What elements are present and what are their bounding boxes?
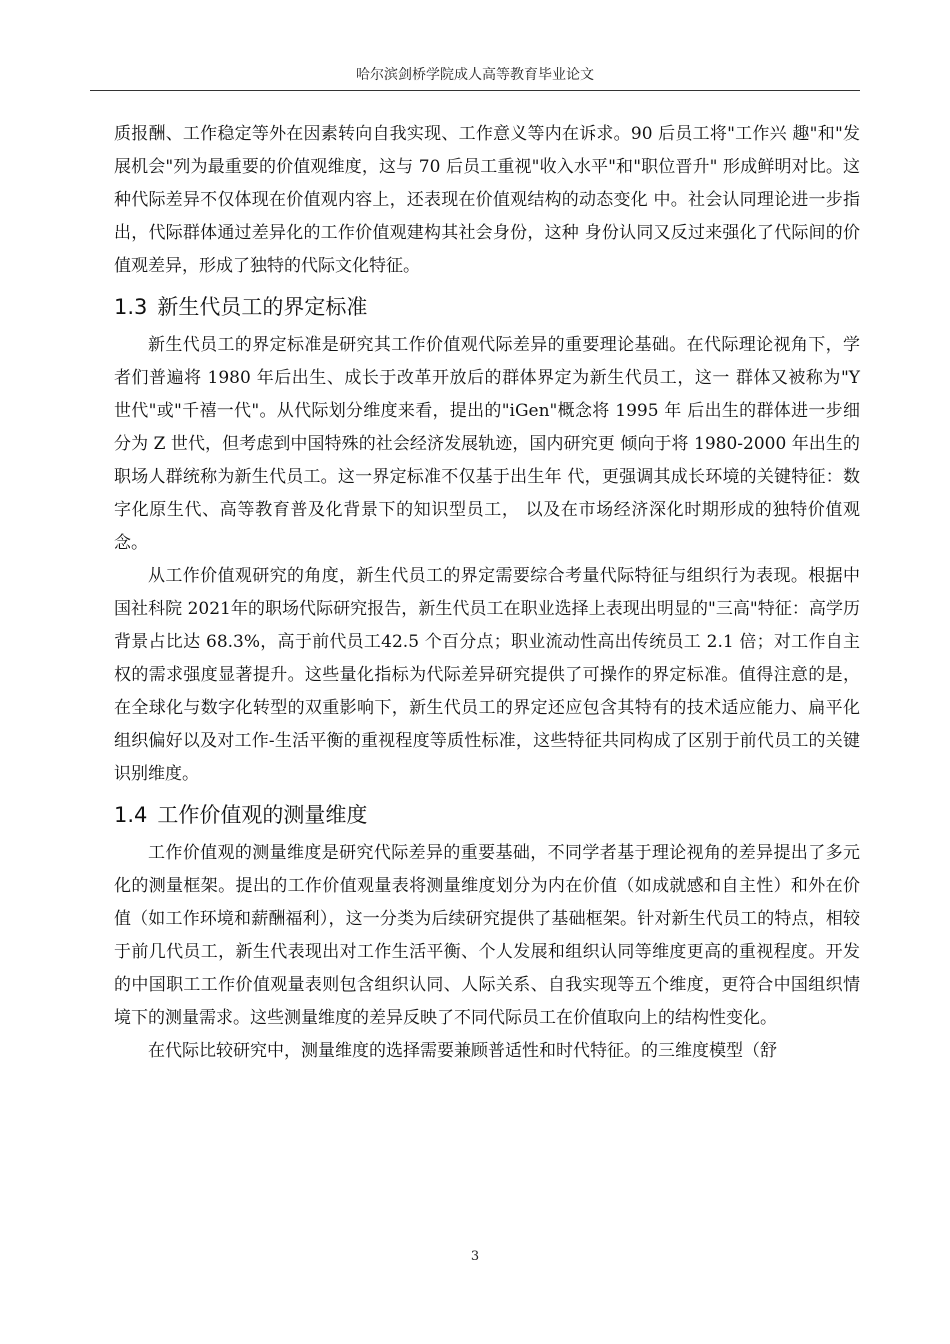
header-divider	[90, 90, 860, 91]
section-heading-1-3	[114, 289, 860, 325]
section-number: 1.3	[114, 295, 148, 319]
section-1-3-paragraph-1: 新生代员工的界定标准是研究其工作价值观代际差异的重要理论基础。在代际理论视角下，学者们普遍将 1980 年后出生、成长于改革开放后的群体界定为新生代员工，这一 群体又被称为"Y 世代"或"千禧一代"。从代际划分维度来看，提出的"iGen"概念将 1995 年 后出生的群体进一步细分为 Z 世代，但考虑到中国特殊的社会经济发展轨迹，国内研究更 倾向于将 1980-2000 年出生的职场人群统称为新生代员工。这一界定标准不仅基于出生年 代，更强调其成长环境的关键特征：数字化原生代、高等教育普及化背景下的知识型员工， 以及在市场经济深化时期形成的独特价值观念。	[114, 335, 860, 553]
intro-paragraph: 质报酬、工作稳定等外在因素转向自我实现、工作意义等内在诉求。90 后员工将"工作兴 趣"和"发展机会"列为最重要的价值观维度，这与 70 后员工重视"收入水平"和"职位晋升" 形成鲜明对比。这种代际差异不仅体现在价值观内容上，还表现在价值观结构的动态变化 中。社会认同理论进一步指出，代际群体通过差异化的工作价值观建构其社会身份，这种 身份认同又反过来强化了代际间的价值观差异，形成了独特的代际文化特征。	[114, 124, 860, 276]
section-title: 工作价值观的测量维度	[157, 803, 368, 827]
section-1-4-paragraph-1: 工作价值观的测量维度是研究代际差异的重要基础，不同学者基于理论视角的差异提出了多元化的测量框架。提出的工作价值观量表将测量维度划分为内在价值（如成就感和自主性）和外在价值（如工作环境和薪酬福利），这一分类为后续研究提供了基础框架。针对新生代员工的特点，相较于前几代员工，新生代表现出对工作生活平衡、个人发展和组织认同等维度更高的重视程度。开发的中国职工工作价值观量表则包含组织认同、人际关系、自我实现等五个维度，更符合中国组织情境下的测量需求。这些测量维度的差异反映了不同代际员工在价值取向上的结构性变化。	[114, 843, 860, 1028]
document-body	[114, 118, 860, 1068]
section-title: 新生代员工的界定标准	[157, 295, 368, 319]
section-1-3-paragraph-2: 从工作价值观研究的角度，新生代员工的界定需要综合考量代际特征与组织行为表现。根据中国社科院 2021年的职场代际研究报告，新生代员工在职业选择上表现出明显的"三高"特征：高学历背景占比达 68.3%，高于前代员工42.5 个百分点；职业流动性高出传统员工 2.1 倍；对工作自主权的需求强度显著提升。这些量化指标为代际差异研究提供了可操作的界定标准。值得注意的是，在全球化与数字化转型的双重影响下，新生代员工的界定还应包含其特有的技术适应能力、扁平化组织偏好以及对工作-生活平衡的重视程度等质性标准，这些特征共同构成了区别于前代员工的关键识别维度。	[114, 566, 860, 784]
page-header: 哈尔滨剑桥学院成人高等教育毕业论文	[356, 67, 594, 83]
section-heading-1-4	[114, 797, 860, 833]
section-number: 1.4	[114, 803, 148, 827]
page-number: 3	[470, 1249, 480, 1264]
section-1-4-paragraph-2: 在代际比较研究中，测量维度的选择需要兼顾普适性和时代特征。的三维度模型（舒	[148, 1041, 777, 1061]
